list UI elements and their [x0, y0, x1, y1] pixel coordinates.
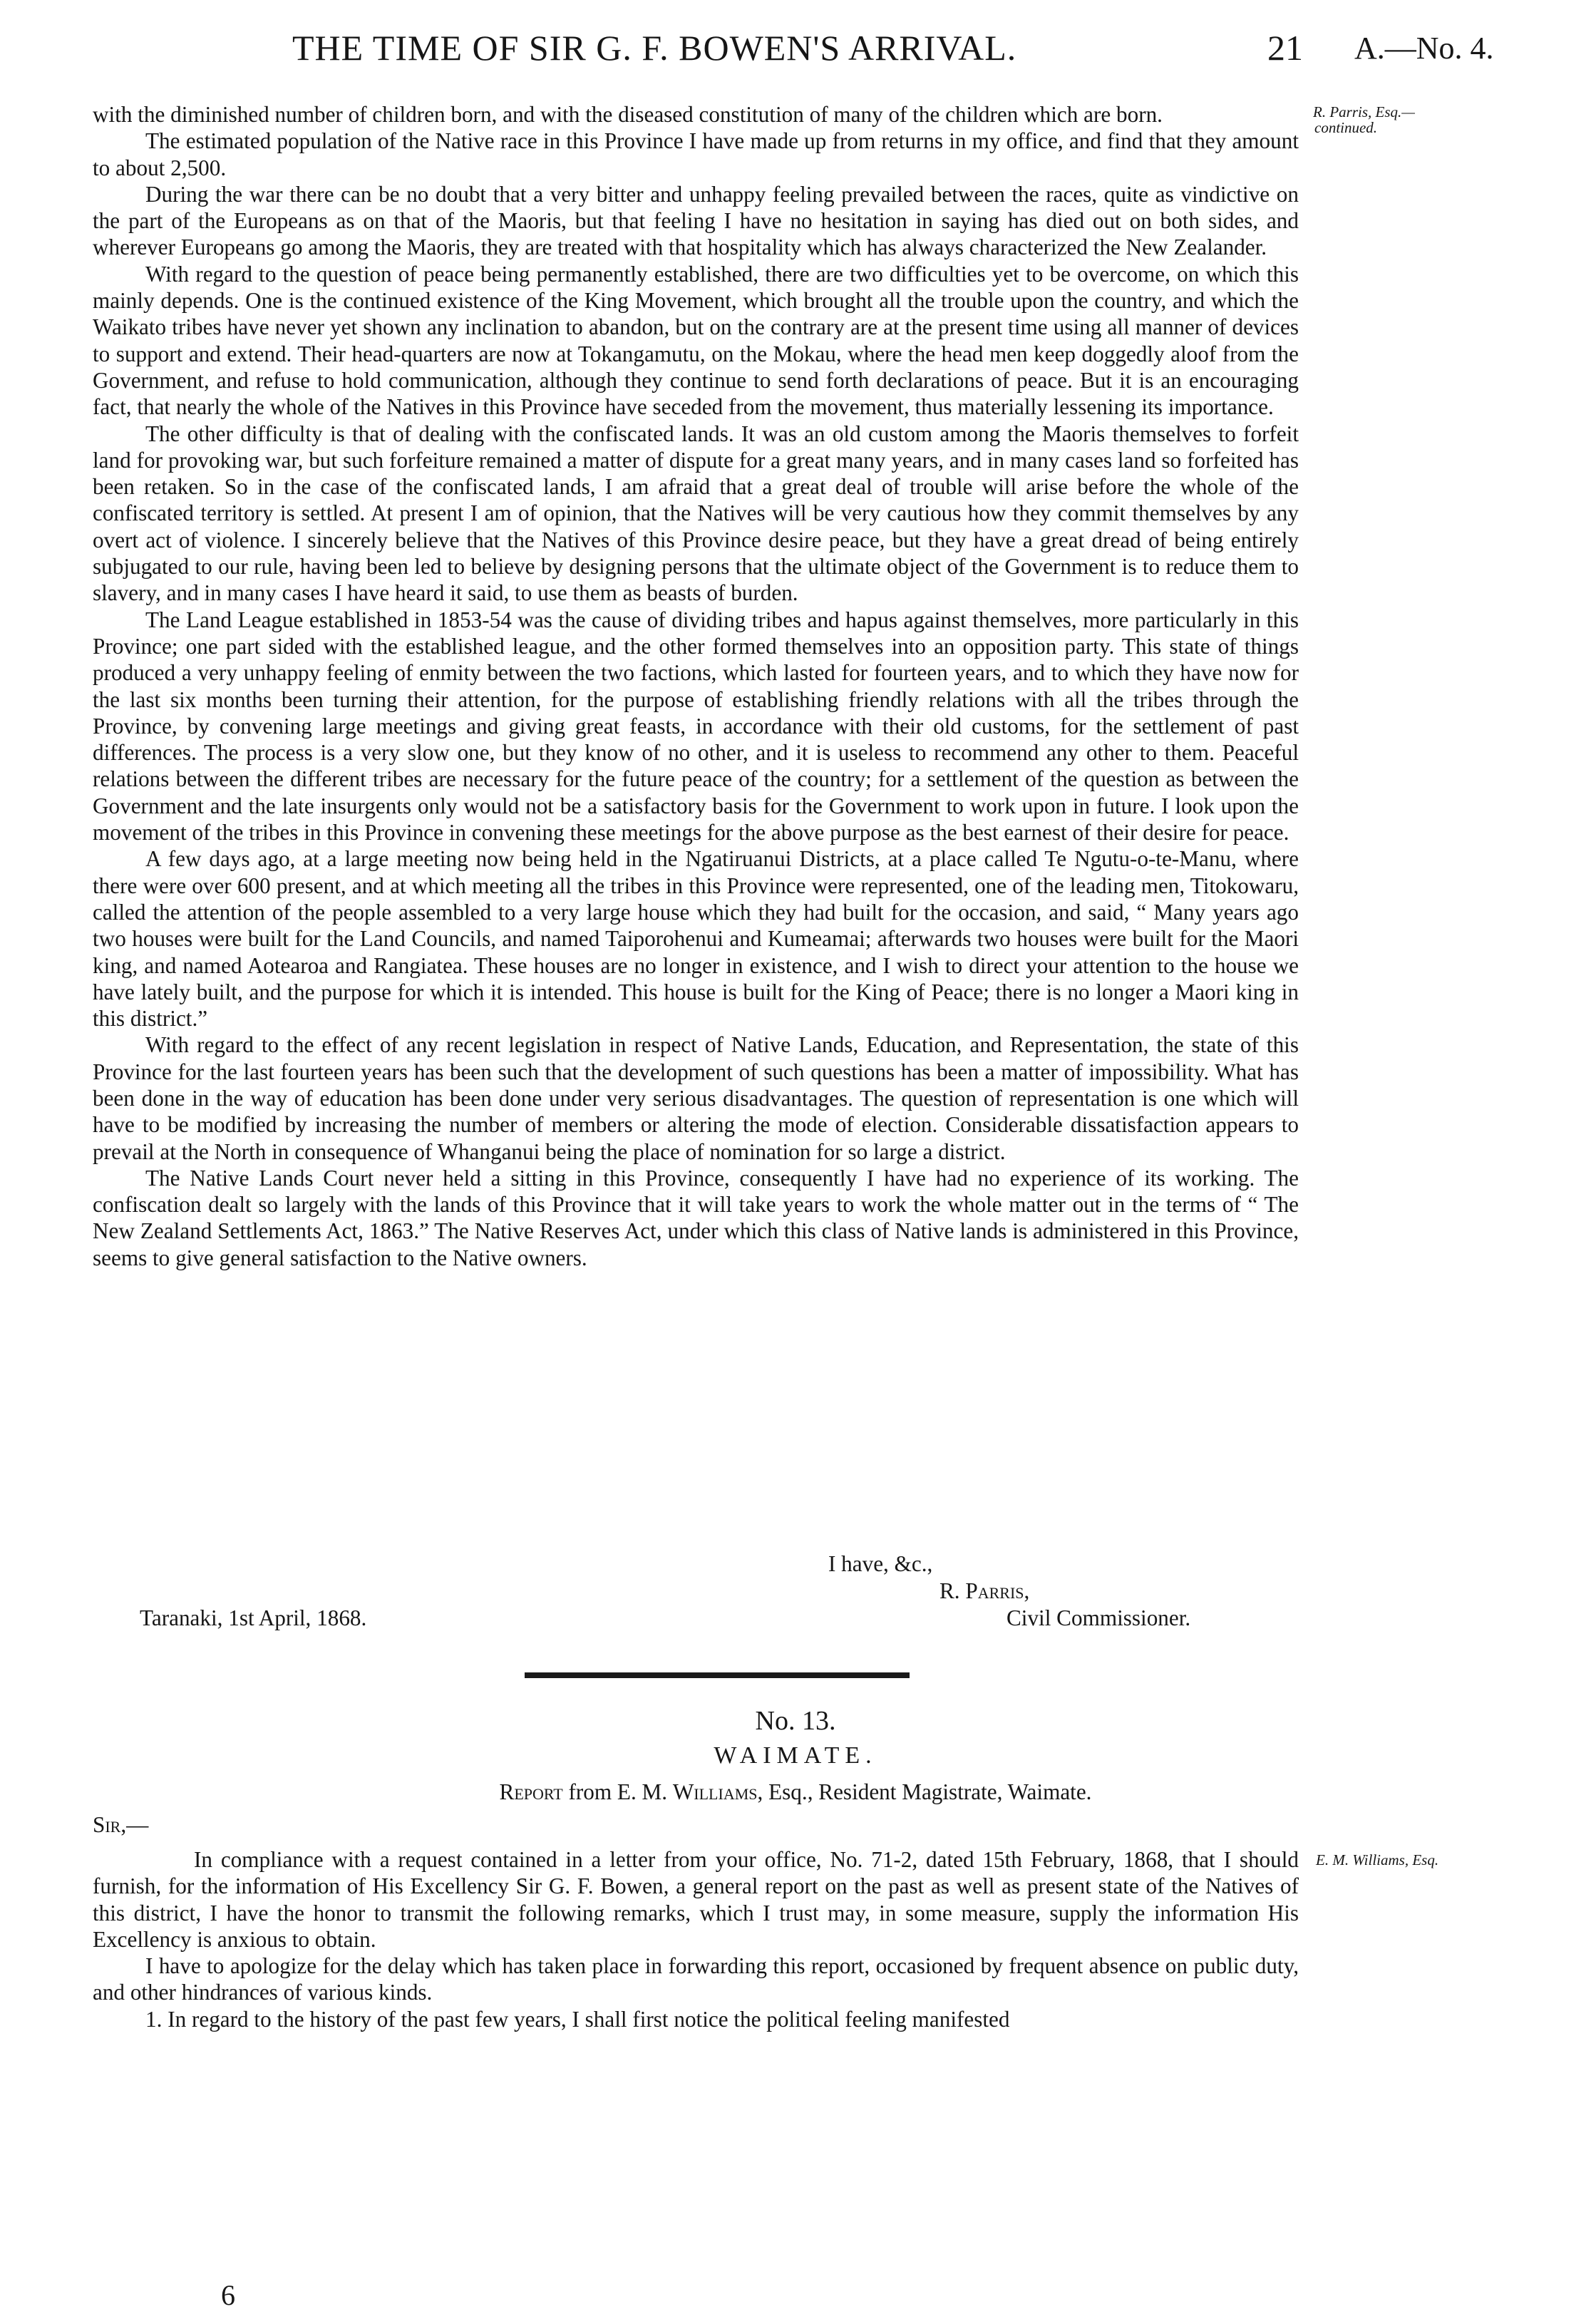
- paper-reference: A.—No. 4.: [1354, 31, 1494, 66]
- paragraph: The other difficulty is that of dealing with the confiscated lands. It was an old custom among the Maoris themselves to forfeit land for provoking war, but such forfeiture remained a matter of dispute for a great many years, and in many cases land so forfeited has been retaken. So in the case of the confiscated lands, I am afraid that a great deal of trouble will arise before the whole of the confiscated territory is settled. At present I am of opinion, that the Natives will be very cautious how they commit themselves by any overt act of violence. I sincerely believe that the Natives of this Province desire peace, but they have a great dread of being entirely subjugated to our rule, having been led to believe by designing persons that the ultimate object of the Government is to reduce them to slavery, and in many cases I have heard it said, to use them as beasts of burden.: [93, 421, 1299, 606]
- signer-name: R. Parris,: [939, 1578, 1030, 1603]
- report-from: from E. M.: [562, 1779, 673, 1804]
- paragraph: In compliance with a request contained in a letter from your office, No. 71-2, dated 15th February, 1868, that I should furnish, for the information of His Excellency Sir G. F. Bowen, a general report on the past as well as present state of the Natives of this district, I have the honor to transmit the following remarks, which I trust may, in some measure, supply the information His Excellency is anxious to obtain.: [93, 1847, 1299, 1952]
- letter-parris-body: [93, 101, 1299, 1271]
- salutation: Sir,—: [93, 1812, 149, 1837]
- paragraph: During the war there can be no doubt that a very bitter and unhappy feeling prevailed between the races, quite as vindictive on the part of the Europeans as on that of the Maoris, but that feeling I have no hesitation in saying has died out on both sides, and wherever Europeans go among the Maoris, they are treated with that hospitality which has always characterized the New Zealander.: [93, 181, 1299, 260]
- signature-mark: 6: [221, 2279, 235, 2311]
- margin-note-parris: [1313, 104, 1415, 135]
- paragraph: With regard to the effect of any recent legislation in respect of Native Lands, Education, and Representation, the state of this Province for the last fourteen years has been such that the development of such questions has been a matter of impossibility. What has been done in the way of education has been done under very serious disadvantages. The question of representation is one which will have to be modified by increasing the number of members or altering the mode of election. Considerable dissatisfaction appears to prevail at the North in consequence of Whanganui being the place of nomination for so large a district.: [93, 1032, 1299, 1164]
- report-rest: , Esq., Resident Magistrate, Waimate.: [757, 1779, 1092, 1804]
- paragraph: With regard to the question of peace being permanently established, there are two difficulties yet to be overcome, on which this mainly depends. One is the continued existence of the King Movement, which brought all the trouble upon the country, and which the Waikato tribes have never yet shown any inclination to abandon, but on the contrary are at the present time using all manner of devices to support and extend. Their head-quarters are now at Tokangamutu, on the Mokau, where the head men keep doggedly aloof from the Government, and refuse to hold communication, although they continue to send forth declarations of peace. But it is an encouraging fact, that nearly the whole of the Natives in this Province have seceded from the movement, thus materially lessening its importance.: [93, 261, 1299, 420]
- signer-title: Civil Commissioner.: [1006, 1605, 1191, 1630]
- report-word: Report: [499, 1779, 563, 1804]
- section-divider: [525, 1672, 910, 1678]
- section-number: No. 13.: [755, 1706, 836, 1736]
- paragraph: A few days ago, at a large meeting now being held in the Ngatiruanui Districts, at a place called Te Ngutu-o-te-Manu, where there were over 600 present, and at which meeting all the tribes in this Province were represented, one of the leading men, Titokowaru, called the attention of the people assembled to a very large house which they had built for the occasion, and said, “ Many years ago two houses were built for the Land Councils, and named Taiporohenui and Kumeamai; afterwards two houses were built for the Maori king, and named Aotearoa and Rangiatea. These houses are no longer in existence, and I wish to direct your attention to the house we have lately built, and the purpose for which it is intended. This house is built for the King of Peace; there is no longer a Maori king in this district.”: [93, 846, 1299, 1032]
- paragraph: The estimated population of the Native race in this Province I have made up from returns in my office, and find that they amount to about 2,500.: [93, 128, 1299, 180]
- place-date: Taranaki, 1st April, 1868.: [140, 1605, 367, 1630]
- paragraph: The Land League established in 1853-54 was the cause of dividing tribes and hapus against themselves, more particularly in this Province; one part sided with the established league, and the other formed themselves into an opposition party. This state of things produced a very unhappy feeling of enmity between the two factions, which lasted for fourteen years, and to which they have now for the last six months been turning their attention, for the purpose of establishing friendly relations with all the tribes through the Province, by convening large meetings and giving great feasts, in accordance with their old customs, for the settlement of past differences. The process is a very slow one, but they know of no other, and it is useless to recommend any other to them. Peaceful relations between the different tribes are necessary for the future peace of the country; for a settlement of the question as between the Government and the late insurgents only would not be a satisfactory basis for the Government to work upon in future. I look upon the movement of the tribes in this Province in convening these meetings for the above purpose as the best earnest of their desire for peace.: [93, 607, 1299, 845]
- running-title: THE TIME OF SIR G. F. BOWEN'S ARRIVAL.: [292, 28, 1017, 68]
- paragraph: The Native Lands Court never held a sitting in this Province, consequently I have had no experience of its working. The confiscation dealt so largely with the lands of this Province that it will take years to work the whole matter out in the terms of “ The New Zealand Settlements Act, 1863.” The Native Reserves Act, under which this class of Native lands is administered in this Province, seems to give general satisfaction to the Native owners.: [93, 1165, 1299, 1270]
- letter-williams-body: [93, 1846, 1299, 2032]
- page-number: 21: [1267, 28, 1303, 68]
- margin-note-name: R. Parris, Esq.—: [1313, 103, 1415, 120]
- margin-note-williams: E. M. Williams, Esq.: [1316, 1851, 1439, 1868]
- paragraph: I have to apologize for the delay which has taken place in forwarding this report, occasioned by frequent absence on public duty, and other hindrances of various kinds.: [93, 1953, 1299, 2005]
- margin-note-continued: continued.: [1314, 119, 1378, 136]
- report-heading: [0, 1779, 1591, 1805]
- report-name: Williams: [672, 1779, 758, 1804]
- page-header: [0, 27, 1591, 77]
- paragraph: 1. In regard to the history of the past few years, I shall first notice the political feeling manifested: [145, 2006, 1010, 2032]
- closing-phrase: I have, &c.,: [828, 1551, 933, 1576]
- paragraph: with the diminished number of children born, and with the diseased constitution of many of the children which are born.: [93, 102, 1163, 127]
- section-place: WAIMATE.: [714, 1742, 877, 1769]
